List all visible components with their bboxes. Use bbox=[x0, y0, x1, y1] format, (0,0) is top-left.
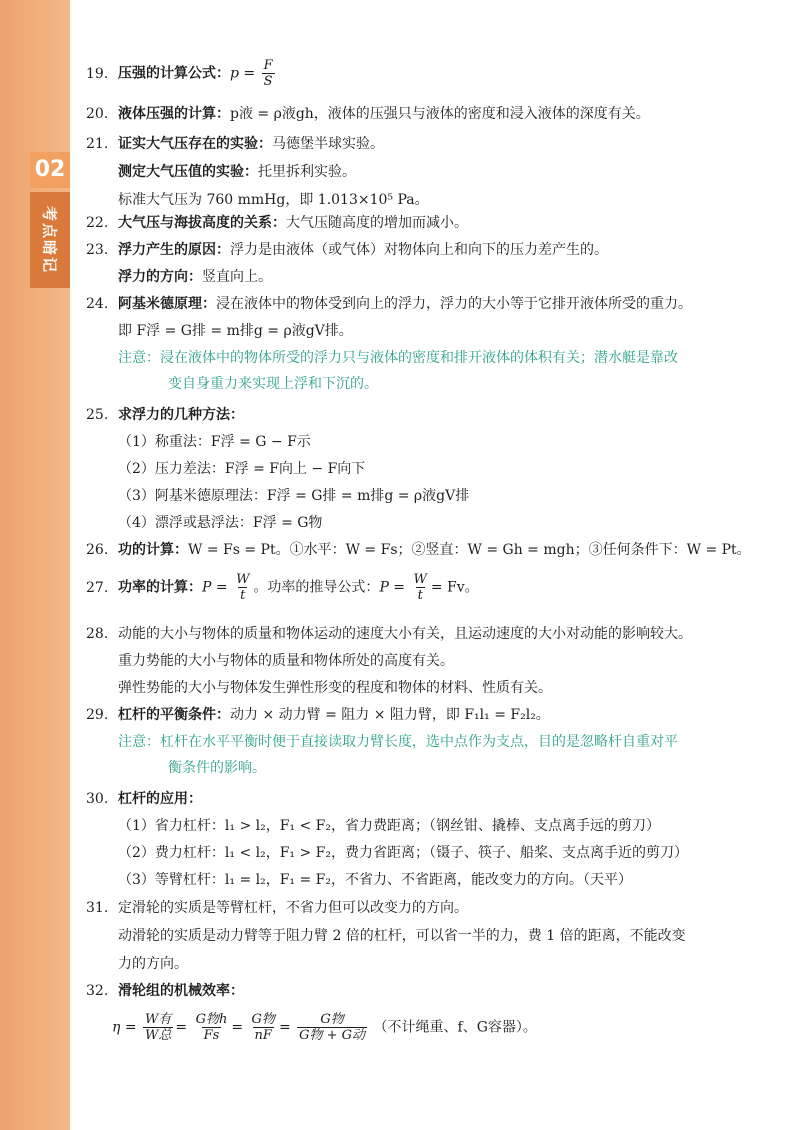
chapter-number-tab: 02 bbox=[30, 152, 70, 188]
item-31-line2: 动滑轮的实质是动力臂等于阻力臂 2 倍的杠杆，可以省一半的力，费 1 倍的距离，不能改变 bbox=[118, 928, 686, 944]
buoyancy-method-1: （1）称重法：F浮 = G − F示 bbox=[118, 434, 311, 450]
power-fraction: $\frac{W}{t}$ bbox=[236, 572, 250, 603]
efficiency-fraction-3: $\frac{\text{G物}}{nF}$ bbox=[251, 1012, 275, 1043]
item-23: 23. 浮力产生的原因：浮力是由液体（或气体）对物体向上和向下的压力差产生的。 bbox=[86, 242, 608, 258]
power-fraction-2: $\frac{W}{t}$ bbox=[413, 572, 427, 603]
item-24: 24. 阿基米德原理：浸在液体中的物体受到向上的浮力，浮力的大小等于它排开液体所受的重力。 bbox=[86, 296, 692, 312]
buoyancy-method-3: （3）阿基米德原理法：F浮 = G排 = m排g = ρ液gV排 bbox=[118, 488, 470, 504]
item-24-note-cont: 变自身重力来实现上浮和下沉的。 bbox=[168, 376, 378, 392]
item-25: 25. 求浮力的几种方法： bbox=[86, 407, 244, 423]
chapter-label-text: 考点暗记 bbox=[40, 205, 59, 275]
item-30: 30. 杠杆的应用： bbox=[86, 791, 202, 807]
lever-use-1: （1）省力杠杆：l₁ > l₂，F₁ < F₂，省力费距离；（钢丝钳、撬棒、支点离手远的剪刀） bbox=[118, 818, 660, 834]
item-29-note: 注意：杠杆在水平平衡时便于直接读取力臂长度，选中点作为支点，目的是忽略杆自重对平 bbox=[118, 734, 678, 750]
item-20: 20. 液体压强的计算：p液 = ρ液gh，液体的压强只与液体的密度和浸入液体的深度有关。 bbox=[86, 106, 650, 122]
lever-use-3: （3）等臂杠杆：l₁ = l₂，F₁ = F₂，不省力、不省距离，能改变力的方向。（天平） bbox=[118, 872, 632, 888]
item-21-line2: 测定大气压值的实验：托里拆利实验。 bbox=[118, 164, 356, 180]
item-23-line2: 浮力的方向：竖直向上。 bbox=[118, 269, 272, 285]
item-22: 22. 大气压与海拔高度的关系：大气压随高度的增加而减小。 bbox=[86, 215, 468, 231]
item-29-note-cont: 衡条件的影响。 bbox=[168, 760, 266, 776]
item-19: 19. 压强的计算公式：p = $\frac{F}{S}$ bbox=[86, 58, 273, 89]
item-31-line3: 力的方向。 bbox=[118, 956, 188, 972]
efficiency-fraction-1: $\frac{\text{W有}}{\text{W总}}$ bbox=[145, 1012, 172, 1043]
item-29: 29. 杠杆的平衡条件：动力 × 动力臂 = 阻力 × 阻力臂，即 F₁l₁ = F₂l₂。 bbox=[86, 707, 550, 723]
buoyancy-method-4: （4）漂浮或悬浮法：F浮 = G物 bbox=[118, 515, 323, 531]
item-28-line2: 重力势能的大小与物体的质量和物体所处的高度有关。 bbox=[118, 653, 454, 669]
pressure-fraction: $\frac{F}{S}$ bbox=[263, 58, 273, 89]
item-21-line3: 标准大气压为 760 mmHg，即 1.013×10⁵ Pa。 bbox=[118, 192, 429, 208]
item-28: 28. 动能的大小与物体的质量和物体运动的速度大小有关，且运动速度的大小对动能的影响较大。 bbox=[86, 626, 692, 642]
item-27: 27. 功率的计算：P = $\frac{W}{t}$ 。功率的推导公式：P = $\frac{W}{t}$ = Fv。 bbox=[86, 572, 479, 603]
chapter-label-tab bbox=[30, 192, 70, 288]
item-31: 31. 定滑轮的实质是等臂杠杆，不省力但可以改变力的方向。 bbox=[86, 900, 468, 916]
item-32: 32. 滑轮组的机械效率： bbox=[86, 983, 244, 999]
efficiency-formula: η = $\frac{\text{W有}}{\text{W总}}$ = $\frac{\text{G物h}}{Fs}$ = $\frac{\text{G物}}{nF}$ = $\frac{\text{G物}}{\text{G物 + G动}}$ （不计绳重、f、G容器）。 bbox=[112, 1012, 537, 1043]
item-21: 21. 证实大气压存在的实验：马德堡半球实验。 bbox=[86, 136, 384, 152]
item-26: 26. 功的计算：W = Fs = Pt。①水平：W = Fs；②竖直：W = Gh = mgh；③任何条件下：W = Pt。 bbox=[86, 542, 751, 558]
item-24-formula: 即 F浮 = G排 = m排g = ρ液gV排。 bbox=[118, 323, 353, 339]
efficiency-fraction-4: $\frac{\text{G物}}{\text{G物 + G动}}$ bbox=[299, 1012, 366, 1043]
item-28-line3: 弹性势能的大小与物体发生弹性形变的程度和物体的材料、性质有关。 bbox=[118, 680, 552, 696]
lever-use-2: （2）费力杠杆：l₁ < l₂，F₁ > F₂，费力省距离；（镊子、筷子、船桨、支点离手近的剪刀） bbox=[118, 845, 688, 861]
buoyancy-method-2: （2）压力差法：F浮 = F向上 − F向下 bbox=[118, 461, 366, 477]
item-24-note: 注意：浸在液体中的物体所受的浮力只与液体的密度和排开液体的体积有关；潜水艇是靠改 bbox=[118, 350, 678, 366]
efficiency-fraction-2: $\frac{\text{G物h}}{Fs}$ bbox=[195, 1012, 228, 1043]
